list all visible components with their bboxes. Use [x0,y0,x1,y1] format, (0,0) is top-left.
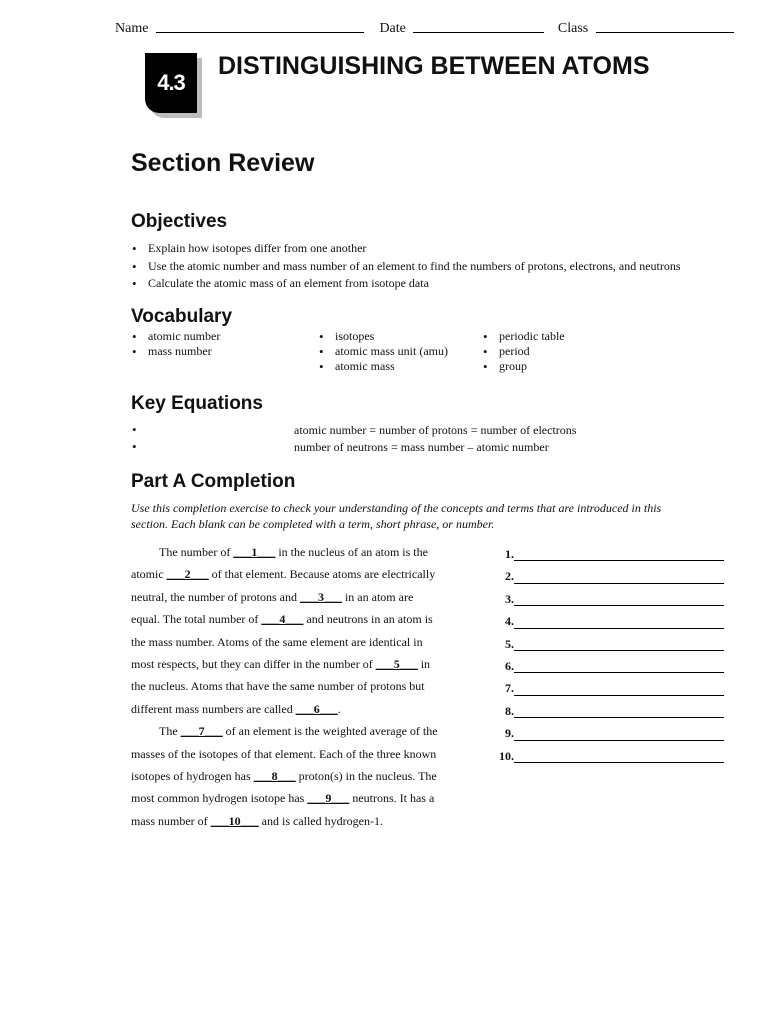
date-field[interactable] [413,19,544,33]
paragraph-line: isotopes of hydrogen has ___8___ proton(s) in the nucleus. The [131,768,437,783]
answer-number: 10. [499,748,514,763]
answer-number: 2. [505,569,514,584]
equation-bullet: • [132,422,137,437]
student-info-header [115,19,734,37]
answer-number: 1. [505,546,514,561]
answer-row [498,677,724,699]
section-review-heading: Section Review [131,149,315,177]
answer-field-4[interactable] [514,613,724,629]
answer-number: 5. [505,636,514,651]
answer-field-6[interactable] [514,657,724,673]
part-a-instructions [131,500,731,532]
blank-1: ___1___ [233,545,276,559]
completion-paragraph [131,541,461,832]
answer-field-3[interactable] [514,590,724,606]
answer-row [498,610,724,632]
equation-1: atomic number = number of protons = number of electrons [294,423,577,437]
paragraph-line: mass number of ___10___ and is called hydrogen-1. [131,813,383,828]
answer-number: 3. [505,591,514,606]
paragraph-line: atomic ___2___ of that element. Because atoms are electrically [131,567,436,582]
class-field[interactable] [596,19,734,33]
blank-7: ___7___ [180,724,223,739]
answer-field-9[interactable] [514,725,724,741]
vocabulary-heading: Vocabulary [131,306,233,327]
paragraph-line: The ___7___ of an element is the weighted average of the [159,724,438,739]
instructions-line: Use this completion exercise to check your understanding of the concepts and terms that are introduced in this [131,501,662,515]
paragraph-line: different mass numbers are called ___6___. [131,701,341,716]
objectives-list [131,240,681,293]
blank-4: ___4___ [261,612,304,627]
class-label: Class [557,21,589,36]
answer-row [498,745,724,767]
paragraph-line: the nucleus. Atoms that have the same number of protons but [131,679,425,694]
vocabulary-term: • atomic number [131,329,220,344]
answer-row [498,543,724,565]
vocabulary-term: • group [482,359,565,374]
paragraph-line: most respects, but they can differ in the number of ___5___ in [131,656,431,671]
vocabulary-term: • atomic mass unit (amu) [318,344,448,359]
vocabulary-term: • atomic mass [318,359,448,374]
answer-row [498,633,724,655]
blank-8: ___8___ [253,768,296,783]
blank-6: ___6___ [295,701,338,716]
answer-row [498,588,724,610]
vocabulary-term: • mass number [131,344,220,359]
blank-3: ___3___ [299,589,342,604]
blank-2: ___2___ [166,567,209,582]
objective-item: • Explain how isotopes differ from one another [131,240,681,258]
blank-10: ___10___ [210,813,259,828]
name-label: Name [115,21,149,36]
vocabulary-column-1 [131,329,220,359]
vocabulary-term: • periodic table [482,329,565,344]
objectives-heading: Objectives [131,211,228,232]
paragraph-line: most common hydrogen isotope has ___9___ neutrons. It has a [131,791,435,806]
answer-field-10[interactable] [514,747,724,763]
answer-column [498,543,724,767]
key-equations-heading: Key Equations [131,393,263,414]
answer-row [498,655,724,677]
paragraph-line: neutral, the number of protons and ___3___ in an atom are [131,589,414,604]
answer-number: 7. [505,681,514,696]
answer-field-8[interactable] [514,702,724,718]
paragraph-line: the mass number. Atoms of the same element are identical in [131,634,423,649]
paragraph-line: masses of the isotopes of that element. Each of the three known [131,746,437,761]
answer-number: 6. [505,658,514,673]
vocabulary-column-2 [318,329,448,374]
objective-item: • Use the atomic number and mass number of an element to find the numbers of protons, electrons, and neutrons [131,258,681,276]
answer-field-7[interactable] [514,680,724,696]
part-a-heading: Part A Completion [131,471,296,492]
blank-5: ___5___ [375,656,418,671]
answer-field-5[interactable] [514,635,724,651]
answer-number: 4. [505,614,514,629]
answer-field-2[interactable] [514,568,724,584]
answer-row [498,700,724,722]
answer-field-1[interactable] [514,545,724,561]
section-number-badge: 4.3 [145,53,197,113]
vocabulary-term: • period [482,344,565,359]
equation-2: number of neutrons = mass number – atomic number [294,440,549,454]
blank-9: ___9___ [307,791,350,806]
answer-number: 8. [505,703,514,718]
objective-item: • Calculate the atomic mass of an element from isotope data [131,275,681,293]
vocabulary-term: • isotopes [318,329,448,344]
equation-bullet: • [132,439,137,454]
answer-number: 9. [505,726,514,741]
paragraph-line: equal. The total number of ___4___ and neutrons in an atom is [131,612,433,627]
page-title: DISTINGUISHING BETWEEN ATOMS [218,52,650,80]
name-field[interactable] [156,19,364,33]
answer-row [498,722,724,744]
instructions-line: section. Each blank can be completed with a term, short phrase, or number. [131,517,495,531]
vocabulary-column-3 [482,329,565,374]
paragraph-line: The number of ___1___ in the nucleus of an atom is the [159,545,428,559]
answer-row [498,565,724,587]
date-label: Date [379,21,406,36]
